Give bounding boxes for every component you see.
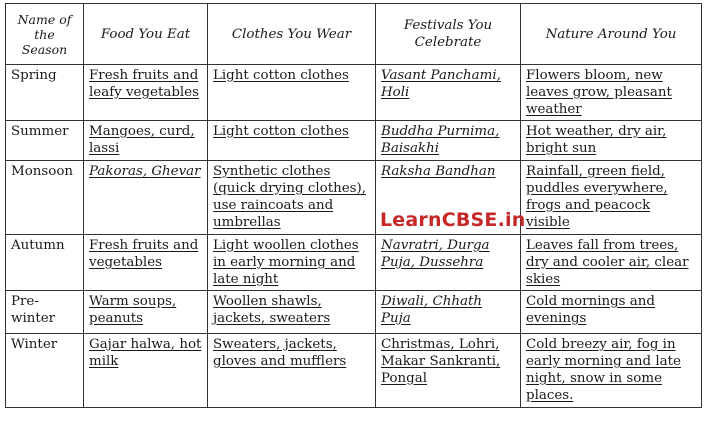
clothes-text: Light woollen clothes in early morning and late night bbox=[213, 238, 359, 287]
food-cell bbox=[84, 65, 208, 121]
nature-cell bbox=[521, 121, 702, 161]
table-row bbox=[6, 65, 702, 121]
nature-text: Flowers bloom, new leaves grow, pleasant weather bbox=[526, 68, 672, 117]
festivals-text: Christmas, Lohri, Makar Sankranti, Pongal bbox=[381, 337, 501, 386]
nature-text: Cold breezy air, fog in early morning and late night, snow in some places. bbox=[526, 337, 681, 403]
season-cell: Monsoon bbox=[6, 161, 84, 235]
table-row bbox=[6, 121, 702, 161]
clothes-text: Sweaters, jackets, gloves and mufflers bbox=[213, 337, 347, 369]
season-cell: Pre-winter bbox=[6, 291, 84, 334]
header-festivals: Festivals You Celebrate bbox=[376, 4, 521, 65]
food-cell bbox=[84, 291, 208, 334]
festivals-cell bbox=[376, 291, 521, 334]
watermark-cbse: CBSE bbox=[441, 209, 498, 231]
clothes-cell bbox=[208, 291, 376, 334]
nature-text: Leaves fall from trees, dry and cooler air, clear skies bbox=[526, 238, 689, 287]
clothes-cell bbox=[208, 235, 376, 291]
nature-cell bbox=[521, 291, 702, 334]
table-row bbox=[6, 161, 702, 235]
season-cell: Autumn bbox=[6, 235, 84, 291]
seasons-table bbox=[5, 3, 702, 408]
header-food: Food You Eat bbox=[84, 4, 208, 65]
table-row bbox=[6, 334, 702, 408]
table-row bbox=[6, 291, 702, 334]
clothes-text: Synthetic clothes (quick drying clothes), use raincoats and umbrellas bbox=[213, 164, 366, 230]
festivals-cell bbox=[376, 65, 521, 121]
clothes-cell bbox=[208, 161, 376, 235]
festivals-text: Diwali, Chhath Puja bbox=[381, 294, 483, 326]
nature-cell bbox=[521, 235, 702, 291]
clothes-text: Woollen shawls, jackets, sweaters bbox=[213, 294, 331, 326]
header-nature: Nature Around You bbox=[521, 4, 702, 65]
food-text: Gajar halwa, hot milk bbox=[89, 337, 202, 369]
festivals-cell bbox=[376, 334, 521, 408]
festivals-cell bbox=[376, 121, 521, 161]
learncbse-watermark-logo bbox=[380, 209, 525, 231]
clothes-text: Light cotton clothes bbox=[213, 124, 349, 139]
festivals-text: Raksha Bandhan bbox=[381, 164, 496, 179]
clothes-text: Light cotton clothes bbox=[213, 68, 349, 83]
clothes-cell bbox=[208, 121, 376, 161]
festivals-cell bbox=[376, 235, 521, 291]
food-text: Warm soups, peanuts bbox=[89, 294, 177, 326]
food-text: Mangoes, curd, lassi bbox=[89, 124, 195, 156]
header-clothes: Clothes You Wear bbox=[208, 4, 376, 65]
table-row bbox=[6, 235, 702, 291]
food-cell bbox=[84, 121, 208, 161]
food-cell bbox=[84, 334, 208, 408]
nature-cell bbox=[521, 65, 702, 121]
festivals-text: Navratri, Durga Puja, Dussehra bbox=[381, 238, 490, 270]
nature-cell bbox=[521, 161, 702, 235]
clothes-cell bbox=[208, 334, 376, 408]
header-row bbox=[6, 4, 702, 65]
food-text: Fresh fruits and vegetables bbox=[89, 238, 199, 270]
watermark-learn: Learn bbox=[380, 209, 442, 231]
nature-cell bbox=[521, 334, 702, 408]
food-text: Fresh fruits and leafy vegetables bbox=[89, 68, 199, 100]
season-cell: Spring bbox=[6, 65, 84, 121]
nature-text: Cold mornings and evenings bbox=[526, 294, 655, 326]
festivals-text: Buddha Purnima, Baisakhi bbox=[381, 124, 500, 156]
watermark-domain: .in bbox=[497, 209, 526, 231]
header-season: Name of the Season bbox=[6, 4, 84, 65]
food-cell bbox=[84, 235, 208, 291]
season-cell: Winter bbox=[6, 334, 84, 408]
festivals-text: Vasant Panchami, Holi bbox=[381, 68, 501, 100]
food-cell bbox=[84, 161, 208, 235]
season-cell: Summer bbox=[6, 121, 84, 161]
food-text: Pakoras, Ghevar bbox=[89, 164, 201, 179]
nature-text: Hot weather, dry air, bright sun bbox=[526, 124, 667, 156]
nature-text: Rainfall, green field, puddles everywhere, frogs and peacock visible bbox=[526, 164, 668, 230]
clothes-cell bbox=[208, 65, 376, 121]
